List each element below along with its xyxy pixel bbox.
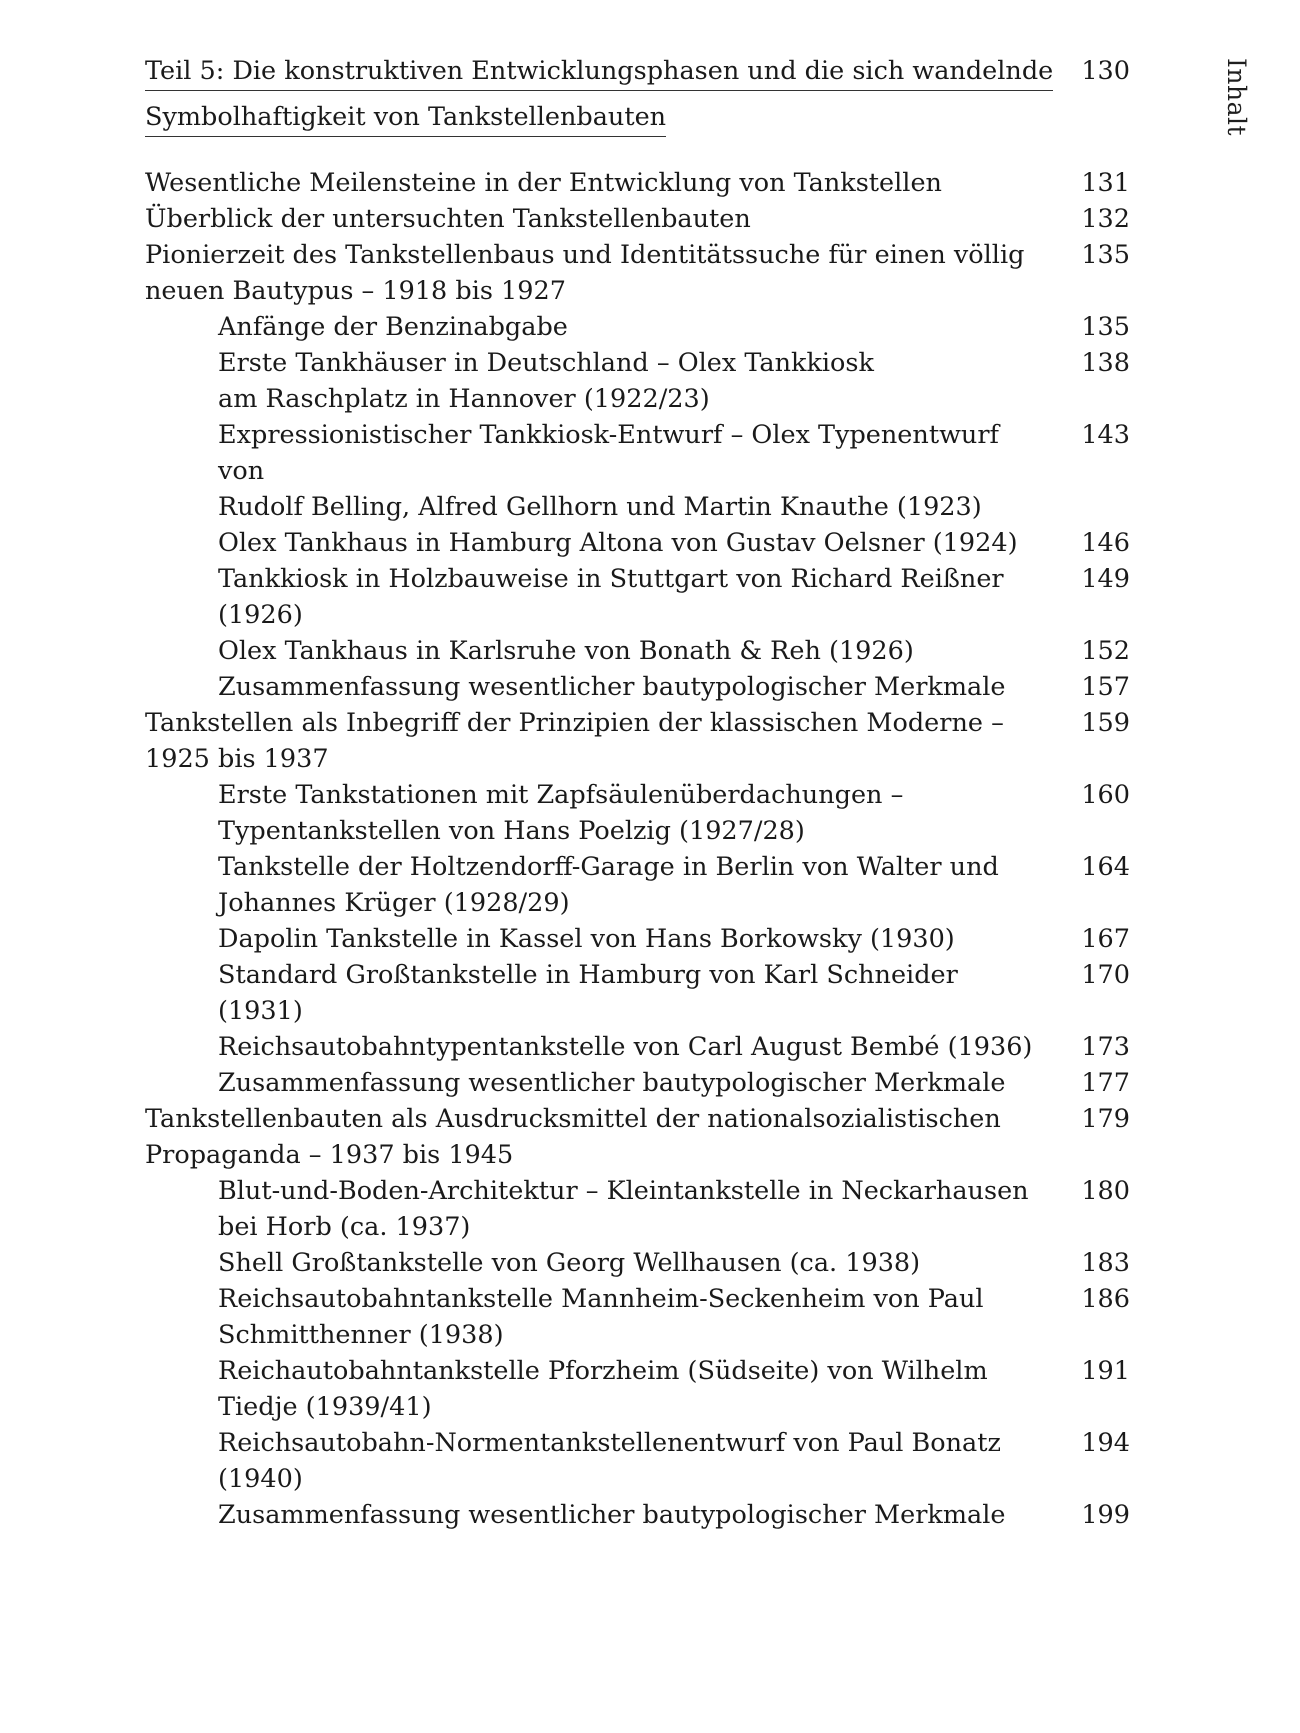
- toc-entry-title-line: Propaganda – 1937 bis 1945: [145, 1140, 514, 1170]
- toc-entry-page-number: 149: [1081, 564, 1130, 594]
- toc-entry-title-line: Tankstellen als Inbegriff der Prinzipien der klassischen Moderne –: [145, 708, 1004, 738]
- running-header-label: Inhalt: [1222, 58, 1251, 137]
- toc-entry-title-line: Zusammenfassung wesentlicher bautypologischer Merkmale: [218, 1068, 1006, 1098]
- toc-entry: [145, 345, 1130, 417]
- toc-entry: [145, 1101, 1130, 1173]
- toc-entry-page-number: 183: [1081, 1248, 1130, 1278]
- toc-entry-page-number: 131: [1081, 168, 1130, 198]
- toc-entry-title-line: Erste Tankhäuser in Deutschland – Olex Tankkiosk: [218, 348, 874, 378]
- toc-entry-title-line: Schmitthenner (1938): [218, 1320, 504, 1350]
- toc-entry-title-line: Olex Tankhaus in Karlsruhe von Bonath & Reh (1926): [218, 636, 914, 666]
- toc-entry: [145, 705, 1130, 777]
- toc-entry: [145, 1281, 1130, 1353]
- toc-entry-page-number: 132: [1081, 204, 1130, 234]
- toc-entry: [145, 1353, 1130, 1425]
- part-heading: [145, 48, 1130, 140]
- toc-entry-title-line: Johannes Krüger (1928/29): [218, 888, 570, 918]
- toc-entry-title-line: Tiedje (1939/41): [218, 1392, 432, 1422]
- toc-entry-title-line: Blut-und-Boden-Architektur – Kleintankstelle in Neckarhausen: [218, 1176, 1029, 1206]
- toc-entry-page-number: 146: [1081, 528, 1130, 558]
- toc-entry-title-line: 1925 bis 1937: [145, 744, 329, 774]
- toc-entry-title-line: Rudolf Belling, Alfred Gellhorn und Martin Knauthe (1923): [218, 492, 982, 522]
- toc-entry: [145, 561, 1130, 633]
- toc-entry: [145, 957, 1130, 1029]
- toc-entry: [145, 1245, 1130, 1281]
- toc-entry-title-line: Standard Großtankstelle in Hamburg von Karl Schneider (1931): [218, 960, 958, 1026]
- toc-entry-page-number: 143: [1081, 420, 1130, 450]
- toc-entry-page-number: 180: [1081, 1176, 1130, 1206]
- toc-entry-page-number: 179: [1081, 1104, 1130, 1134]
- toc-entry-title-line: Tankkiosk in Holzbauweise in Stuttgart von Richard Reißner (1926): [218, 564, 1004, 630]
- toc-entry-title-line: Shell Großtankstelle von Georg Wellhausen (ca. 1938): [218, 1248, 921, 1278]
- toc-entry: [145, 1173, 1130, 1245]
- toc-entry-title-line: Reichsautobahntypentankstelle von Carl August Bembé (1936): [218, 1032, 1033, 1062]
- part-heading-line-1: [145, 48, 1130, 94]
- toc-entry: [145, 1029, 1130, 1065]
- toc-entry-title-line: Olex Tankhaus in Hamburg Altona von Gustav Oelsner (1924): [218, 528, 1018, 558]
- toc-entry-title-line: Reichsautobahntankstelle Mannheim-Seckenheim von Paul: [218, 1284, 984, 1314]
- toc-entry-title-line: Tankstelle der Holtzendorff-Garage in Berlin von Walter und: [218, 852, 999, 882]
- toc-entry-title-line: Reichautobahntankstelle Pforzheim (Südseite) von Wilhelm: [218, 1356, 988, 1386]
- part-heading-page: 130: [1081, 56, 1130, 86]
- toc-entry-page-number: 191: [1081, 1356, 1130, 1386]
- toc-entry-title-line: Zusammenfassung wesentlicher bautypologischer Merkmale: [218, 672, 1006, 702]
- toc-entry-page-number: 159: [1081, 708, 1130, 738]
- toc-entry: [145, 309, 1130, 345]
- toc-entry-title-line: Tankstellenbauten als Ausdrucksmittel der nationalsozialistischen: [145, 1104, 1001, 1134]
- toc-entry: [145, 777, 1130, 849]
- toc-entry-title-line: Überblick der untersuchten Tankstellenbauten: [145, 204, 751, 234]
- toc-entry-title-line: Dapolin Tankstelle in Kassel von Hans Borkowsky (1930): [218, 924, 955, 954]
- toc-entry-page-number: 186: [1081, 1284, 1130, 1314]
- toc-entry-title-line: Wesentliche Meilensteine in der Entwicklung von Tankstellen: [145, 168, 942, 198]
- part-heading-line-2: [145, 94, 1130, 140]
- toc-entry-title-line: bei Horb (ca. 1937): [218, 1212, 471, 1242]
- toc-entry: [145, 921, 1130, 957]
- toc-entry-page-number: 152: [1081, 636, 1130, 666]
- toc-entry-title-line: neuen Bautypus – 1918 bis 1927: [145, 276, 566, 306]
- toc-entry-page-number: 199: [1081, 1500, 1130, 1530]
- toc-entry-title-line: (1940): [218, 1464, 303, 1494]
- toc-entry-title-line: am Raschplatz in Hannover (1922/23): [218, 384, 710, 414]
- toc-entry-title-line: Typentankstellen von Hans Poelzig (1927/28): [218, 816, 805, 846]
- toc-entry-page-number: 135: [1081, 240, 1130, 270]
- toc-entry: [145, 849, 1130, 921]
- toc-entry-title-line: Erste Tankstationen mit Zapfsäulenüberdachungen –: [218, 780, 904, 810]
- toc-entry: [145, 525, 1130, 561]
- toc-entry-title-line: Zusammenfassung wesentlicher bautypologischer Merkmale: [218, 1500, 1006, 1530]
- toc-entry-page-number: 138: [1081, 348, 1130, 378]
- toc-entry-title-line: Pionierzeit des Tankstellenbaus und Identitätssuche für einen völlig: [145, 240, 1025, 270]
- toc-entry: [145, 1497, 1130, 1533]
- toc-entry-page-number: 160: [1081, 780, 1130, 810]
- toc-entry-page-number: 170: [1081, 960, 1130, 990]
- toc-entry-title-line: Expressionistischer Tankkiosk-Entwurf – Olex Typenentwurf von: [218, 420, 999, 486]
- toc-entry-page-number: 177: [1081, 1068, 1130, 1098]
- toc-entry: [145, 201, 1130, 237]
- toc-entry-page-number: 157: [1081, 672, 1130, 702]
- toc-entry-title-line: Reichsautobahn-Normentankstellenentwurf von Paul Bonatz: [218, 1428, 1001, 1458]
- toc-entry: [145, 165, 1130, 201]
- part-heading-text-1: Teil 5: Die konstruktiven Entwicklungsphasen und die sich wandelnde: [145, 52, 1053, 91]
- toc-entry: [145, 633, 1130, 669]
- toc-list: [145, 165, 1130, 1533]
- toc-entry: [145, 237, 1130, 309]
- toc-entry: [145, 1065, 1130, 1101]
- toc-entry-title-line: Anfänge der Benzinabgabe: [218, 312, 568, 342]
- part-heading-text-2: Symbolhaftigkeit von Tankstellenbauten: [145, 98, 666, 137]
- toc-entry-page-number: 164: [1081, 852, 1130, 882]
- toc-entry-page-number: 173: [1081, 1032, 1130, 1062]
- toc-entry-page-number: 167: [1081, 924, 1130, 954]
- toc-entry: [145, 669, 1130, 705]
- toc-entry-page-number: 135: [1081, 312, 1130, 342]
- toc-entry: [145, 417, 1130, 525]
- toc-entry-page-number: 194: [1081, 1428, 1130, 1458]
- toc-entry: [145, 1425, 1130, 1497]
